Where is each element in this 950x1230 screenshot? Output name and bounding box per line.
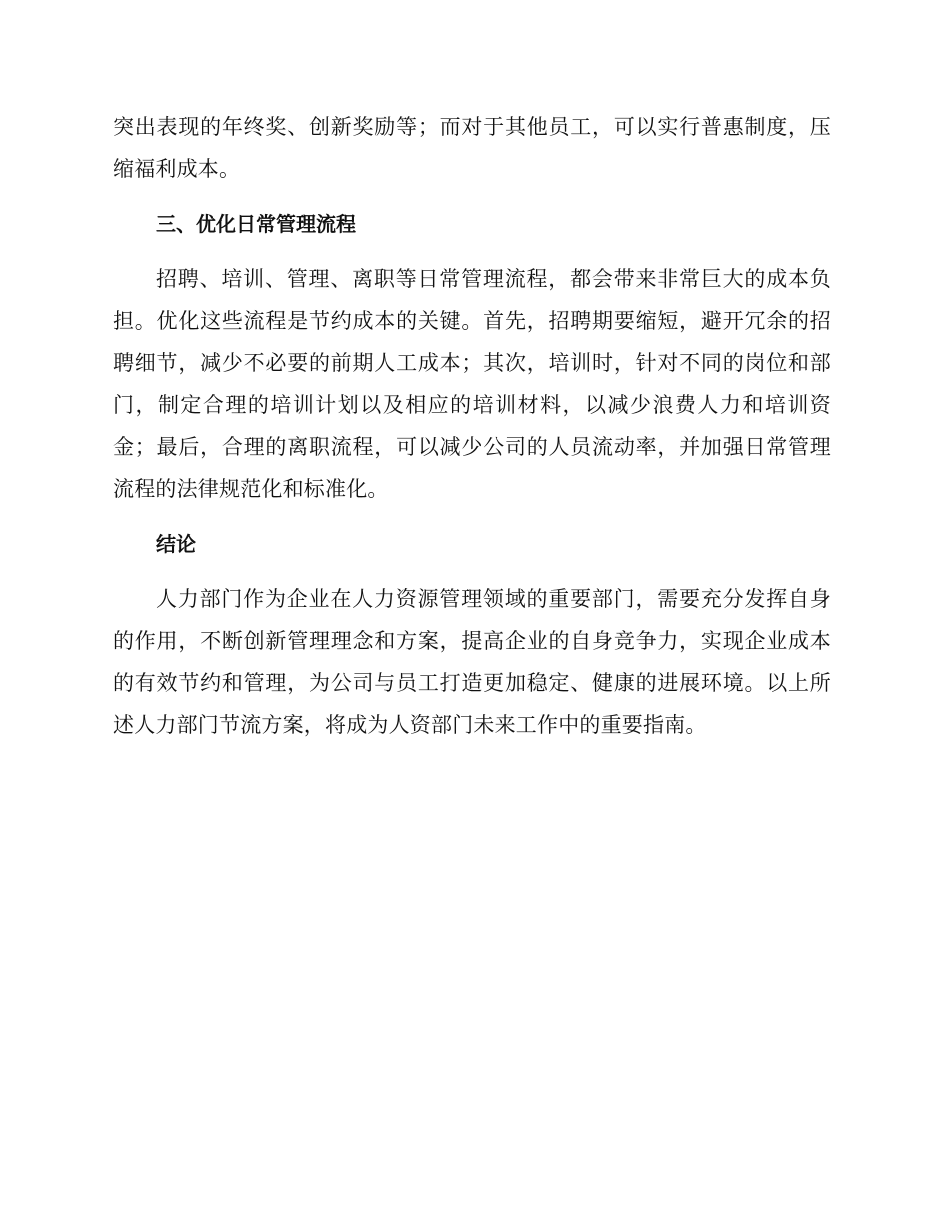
document-body (113, 106, 831, 746)
spacer (113, 510, 831, 523)
spacer (113, 245, 831, 258)
paragraph-process: 招聘、培训、管理、离职等日常管理流程，都会带来非常巨大的成本负担。优化这些流程是节约成本的关键。首先，招聘期要缩短，避开冗余的招聘细节，减少不必要的前期人工成本；其次，培训时，针对不同的岗位和部门，制定合理的培训计划以及相应的培训材料，以减少浪费人力和培训资金；最后，合理的离职流程，可以减少公司的人员流动率，并加强日常管理流程的法律规范化和标准化。 (113, 267, 831, 501)
section-heading-conclusion: 结论 (156, 532, 196, 556)
spacer (113, 190, 831, 203)
paragraph-conclusion: 人力部门作为企业在人力资源管理领域的重要部门，需要充分发挥自身的作用，不断创新管理理念和方案，提高企业的自身竞争力，实现企业成本的有效节约和管理，为公司与员工打造更加稳定、健康的进展环境。以上所述人力部门节流方案，将成为人资部门未来工作中的重要指南。 (113, 587, 831, 737)
spacer (113, 565, 831, 578)
paragraph-continuation: 突出表现的年终奖、创新奖励等；而对于其他员工，可以实行普惠制度，压缩福利成本。 (113, 115, 831, 181)
section-heading-optimize-process: 三、优化日常管理流程 (156, 212, 356, 236)
